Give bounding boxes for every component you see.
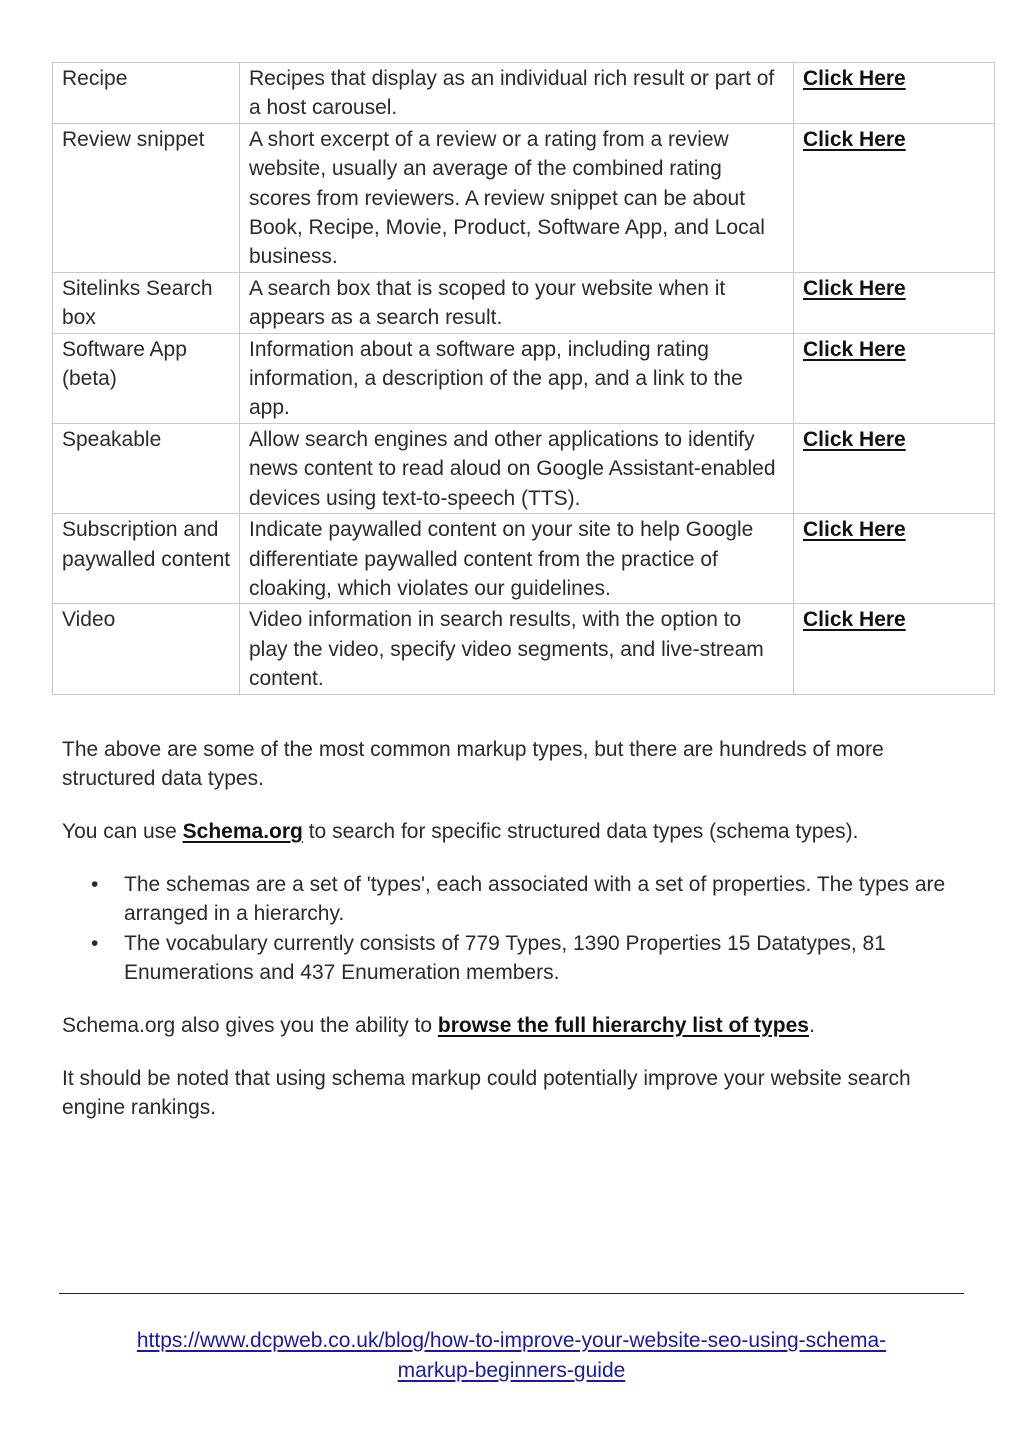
bullet-icon: •: [91, 873, 99, 896]
table-row: [53, 272, 995, 333]
type-name-cell: Sitelinks Search box: [53, 272, 240, 333]
type-description-cell: A short excerpt of a review or a rating from a review website, usually an average of the combined rating scores from reviewers. A review snippet can be about Book, Recipe, Movie, Product, Software App, and Local business.: [240, 123, 794, 272]
list-item: [91, 870, 1004, 929]
source-url-line-1: https://www.dcpweb.co.uk/blog/how-to-improve-your-website-seo-using-schema-: [136, 1329, 887, 1352]
type-name-cell: Review snippet: [53, 123, 240, 272]
markup-types-table: [52, 62, 995, 695]
table-row: [53, 123, 995, 272]
list-item-text: The vocabulary currently consists of 779 Types, 1390 Properties 15 Datatypes, 81 Enumerations and 437 Enumeration members.: [124, 931, 886, 985]
type-name-cell: Recipe: [53, 63, 240, 124]
type-description-cell: Video information in search results, with the option to play the video, specify video segments, and live-stream content.: [240, 604, 794, 694]
type-description-cell: Allow search engines and other applications to identify news content to read aloud on Google Assistant-enabled devices using text-to-speech (TTS).: [240, 423, 794, 513]
table-row: [53, 514, 995, 604]
source-url-line-2: markup-beginners-guide: [397, 1359, 626, 1382]
paragraph-text: to search for specific structured data types (schema types).: [302, 820, 859, 843]
type-name-cell: Subscription and paywalled content: [53, 514, 240, 604]
intro-paragraph: The above are some of the most common markup types, but there are hundreds of more structured data types.: [62, 738, 884, 791]
list-item: [91, 929, 1004, 988]
hierarchy-list-link[interactable]: browse the full hierarchy list of types: [437, 1014, 809, 1037]
type-name-cell: Video: [53, 604, 240, 694]
schema-facts-list: [62, 870, 1004, 988]
source-url-link[interactable]: [137, 1329, 886, 1382]
click-here-link[interactable]: Click Here: [803, 427, 906, 451]
table-row: [53, 333, 995, 423]
link-cell: [794, 63, 995, 124]
schema-org-paragraph: [62, 817, 962, 846]
schema-org-link[interactable]: Schema.org: [182, 820, 303, 843]
hierarchy-paragraph: [62, 1011, 962, 1040]
click-here-link[interactable]: Click Here: [803, 67, 906, 90]
type-description-cell: Indicate paywalled content on your site to help Google differentiate paywalled content from the practice of cloaking, which violates our guidelines.: [240, 514, 794, 604]
bullet-icon: •: [91, 931, 99, 955]
type-name-cell: Speakable: [53, 423, 240, 513]
type-description-cell: Recipes that display as an individual rich result or part of a host carousel.: [240, 63, 794, 124]
paragraph-text: Schema.org also gives you the ability to: [62, 1014, 438, 1037]
list-item-text: The schemas are a set of 'types', each associated with a set of properties. The types are arranged in a hierarchy.: [124, 873, 946, 926]
link-cell: [794, 514, 995, 604]
rankings-paragraph: It should be noted that using schema markup could potentially improve your website search engine rankings.: [62, 1067, 911, 1120]
click-here-link[interactable]: Click Here: [803, 518, 906, 542]
table-row: [53, 604, 995, 694]
paragraph-text: You can use: [62, 820, 183, 843]
click-here-link[interactable]: Click Here: [803, 608, 906, 632]
type-description-cell: Information about a software app, including rating information, a description of the app, and a link to the app.: [240, 333, 794, 423]
link-cell: [794, 604, 995, 694]
footer-divider: [59, 1293, 964, 1294]
click-here-link[interactable]: Click Here: [803, 127, 906, 151]
type-description-cell: A search box that is scoped to your website when it appears as a search result.: [240, 272, 794, 333]
link-cell: [794, 333, 995, 423]
link-cell: [794, 423, 995, 513]
table-row: [53, 423, 995, 513]
link-cell: [794, 123, 995, 272]
click-here-link[interactable]: Click Here: [803, 276, 906, 300]
table-row: [53, 63, 995, 124]
paragraph-text: .: [808, 1014, 815, 1037]
footer: [60, 1326, 963, 1386]
link-cell: [794, 272, 995, 333]
type-name-cell: Software App (beta): [53, 333, 240, 423]
click-here-link[interactable]: Click Here: [803, 337, 906, 361]
